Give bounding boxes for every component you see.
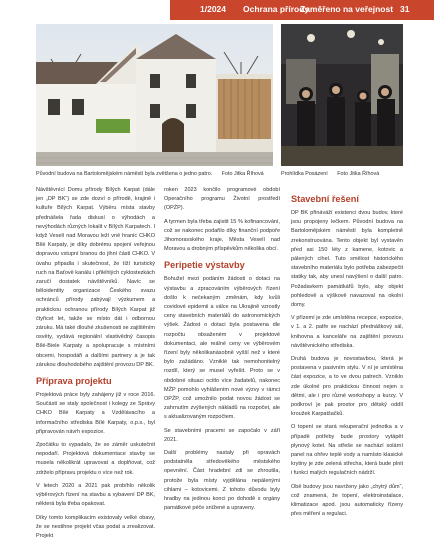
caption-text: Původní budova na Bartolomějském náměstí byla zvětšena o jedno patro.	[36, 171, 213, 177]
page-number: 31	[400, 4, 410, 14]
building-illustration	[36, 24, 273, 166]
paragraph: V letech 2020 a 2021 pak probíhlo několik výběrových řízení na stavbu a vybavení DP BK, některá byla třeba opakovat.	[36, 482, 155, 508]
paragraph: DP BK přináváží existenci dvou budov, které jsou propojeny lečkem. Původní budova na Bartolomějském náměstí byla kompletně zrekonstruována. Tento objekt byl vystavěn před asi 150 léty z kamene, kotovic a pálených cihel. Tuto smělost historického stavebního materiálu bylo potřeba zabezpečit statiky tak, aby unesl navýšení o další patro. Požadavkem památkářů bylo, aby objekt pohledově a výškově navazoval na okolní domy.	[291, 210, 403, 309]
page-header	[0, 0, 434, 20]
paragraph: Zpočátku to vypadalo, že se záměr uskutečnit nepodaří. Projektová dokumentace stavby se musela několikrát upravovat a doplňovat, což zdrželo přípravu projektu o více než rok.	[36, 442, 155, 476]
paragraph: roken 2023 končilo programové období Operačního programu Životní prostředí (OPŽP).	[164, 187, 280, 212]
paragraph: Další problémy nastaly při opravách podstatněla středověkého městského opevnění. Část hradební zdi se zhroutila, protože byla místy vyjdělána nepálenými cihlami – kotovicemi. Z tohoto důvodu byly hradby na jedinou konci po dohodě s orgány památkové péče snížené a upraveny.	[164, 450, 280, 512]
paragraph: Druhá budova je novostavbou, která je postavena v pasivním stylu. V ní je umístěna část expozice, a to ve dvou patrech. Vzniklo zde úkolné pro praktickou činnost nejen s dětmi, ale i pro různé workshopy a kurzy. V podkroví je pak prostor pro dětský oddíl kroužek Karpatšačků.	[291, 356, 403, 418]
section-heading: Stavební řešení	[291, 194, 359, 204]
paragraph: Se stavebními pracemi se započalo v září 2021.	[164, 427, 280, 443]
caption-text: Prohlídka Posázení	[281, 171, 328, 177]
paragraph: O topení se stará rekuperační jednotka a v případě potřeby bude prostory vytápět plynový kotel. Na střeše se nachází solární panel na ohřev teplé vody a namísto klasické krytiny je zde zelená střecha, která bude plnit i funkci malých regulačních nádrží.	[291, 424, 403, 477]
section-heading: Příprava projektu	[36, 376, 112, 387]
paragraph: Bohužel mezi podáním žádosti o dotaci na výstavbu a zpracováním výběrových řízení došlo k nečekaným změnám, kdy kvůli covidové epidemii a válce na Ukrajině vzrostly ceny stavebních materiálů do astronomických výšek. Žádost o dotaci byla postavena dle rozpočtu obsaženém v projektové dokumentaci, ale reálné ceny ve výběrovém řízení byly několikanásobně vyšší než v které bylo zažádáno. Vzniklé tak nemohonitelný rozdíl, který se musel vyřešit. Proto se v obdobné situaci ocitlo více žadatelů, nakonec MŽP pomohlo vyhlášením nové výzvy v rámci OPŽP, což umožnilo podat novou žádost se zahrnutím zvýšených nákladů na rozpočet, ale s aktualizovaným rozpočtem.	[164, 276, 280, 421]
text-column-2	[164, 186, 280, 518]
section-title: Ochrana přírody	[243, 4, 310, 14]
photo-credit: Foto Jitka Říhová	[337, 171, 380, 177]
paragraph: V přízemí je zde umístěna recepce, expozice, v 1. a 2. patře se nachází přednáškový sál, knihovna a kanceláře na zajištění provozu návštěvnického střediska.	[291, 315, 403, 349]
text-column-3	[291, 186, 403, 524]
paragraph: Návštěvnící Domu přírody Bílých Karpat (dále jen „DP BK“) se zde dozví o přírodě, krajině i kultuře Bílých Karpat. Výběru místa stavby přednášela řada diskusí o výhodách a nevýhodách různých lokalit v Bílých Karpatech. I když Veselí nad Moravou leží vně hranic CHKO Bílé Karpaty, je díky dobrému spojení veřejnou dopravou vstupní branou do jihní části CHKO. V úvahu připadla i skutečnost, že tíží turistický ruch na Baťově kanálu i přiléhlých cyklostezkách zaručí dostatek návštěvníků. Navíc se běloidentity organizace Českého svazu ochránců přírody zabývají výzkumem a praktickou ochranou přírody Bílých Karpat již čtyřicet let, takže se místo dát i odbornou záruku. Má také dlouhé zkušenosti se zajištěním osvěty, vydává regionální vlastivědný časopis Bílé-Biele Karpaty a spolupracuje s místními obcemi, hospodáři a dalšími partnery a je tak zárukou dlouhodobého zajištění provozu DP BK.	[36, 187, 155, 368]
paragraph: Obě budovy jsou navrženy jako „chytrý dům“, což znamená, že topení, elektroinstalace, klimatizace apod. jsou automaticky řízeny přes měření a regulaci.	[291, 483, 403, 518]
left-photo-caption	[36, 171, 264, 177]
paragraph: A tyrmen byla třeba zajistit 15 % kofinancování, což se nakonec podařilo díky finanční podpoře Jihomoravského kraje, Města Veselí nad Moravou a drobným příspěvkům několika obcí.	[164, 218, 280, 253]
header-left-blank	[0, 0, 170, 20]
photo-credit: Foto Jitka Říhová	[221, 171, 264, 177]
right-photo-caption	[281, 171, 379, 177]
feature-title: Zaměřeno na veřejnost	[300, 4, 394, 14]
paragraph: Díky tomto komplikacím existovaly velké obavy, že se nestihne projekt včas podat a zrealizovat. Projekt	[36, 514, 155, 539]
exhibition-photo	[281, 24, 403, 166]
visitors-illustration	[281, 24, 403, 166]
issue-number: 1/2024	[200, 4, 226, 14]
section-heading: Peripetie výstavby	[164, 260, 245, 271]
text-column-1	[36, 186, 155, 545]
building-photo	[36, 24, 273, 166]
paragraph: Projektová práce byly zahájeny již v roce 2016. Součástí se staly společnost i kolegy ze Správy CHKO Bílé Karpaty a Vzdělávacího a informačního střediska Bílé Karpaty, o.p.s., byl připravován návrh expozice.	[36, 392, 155, 435]
